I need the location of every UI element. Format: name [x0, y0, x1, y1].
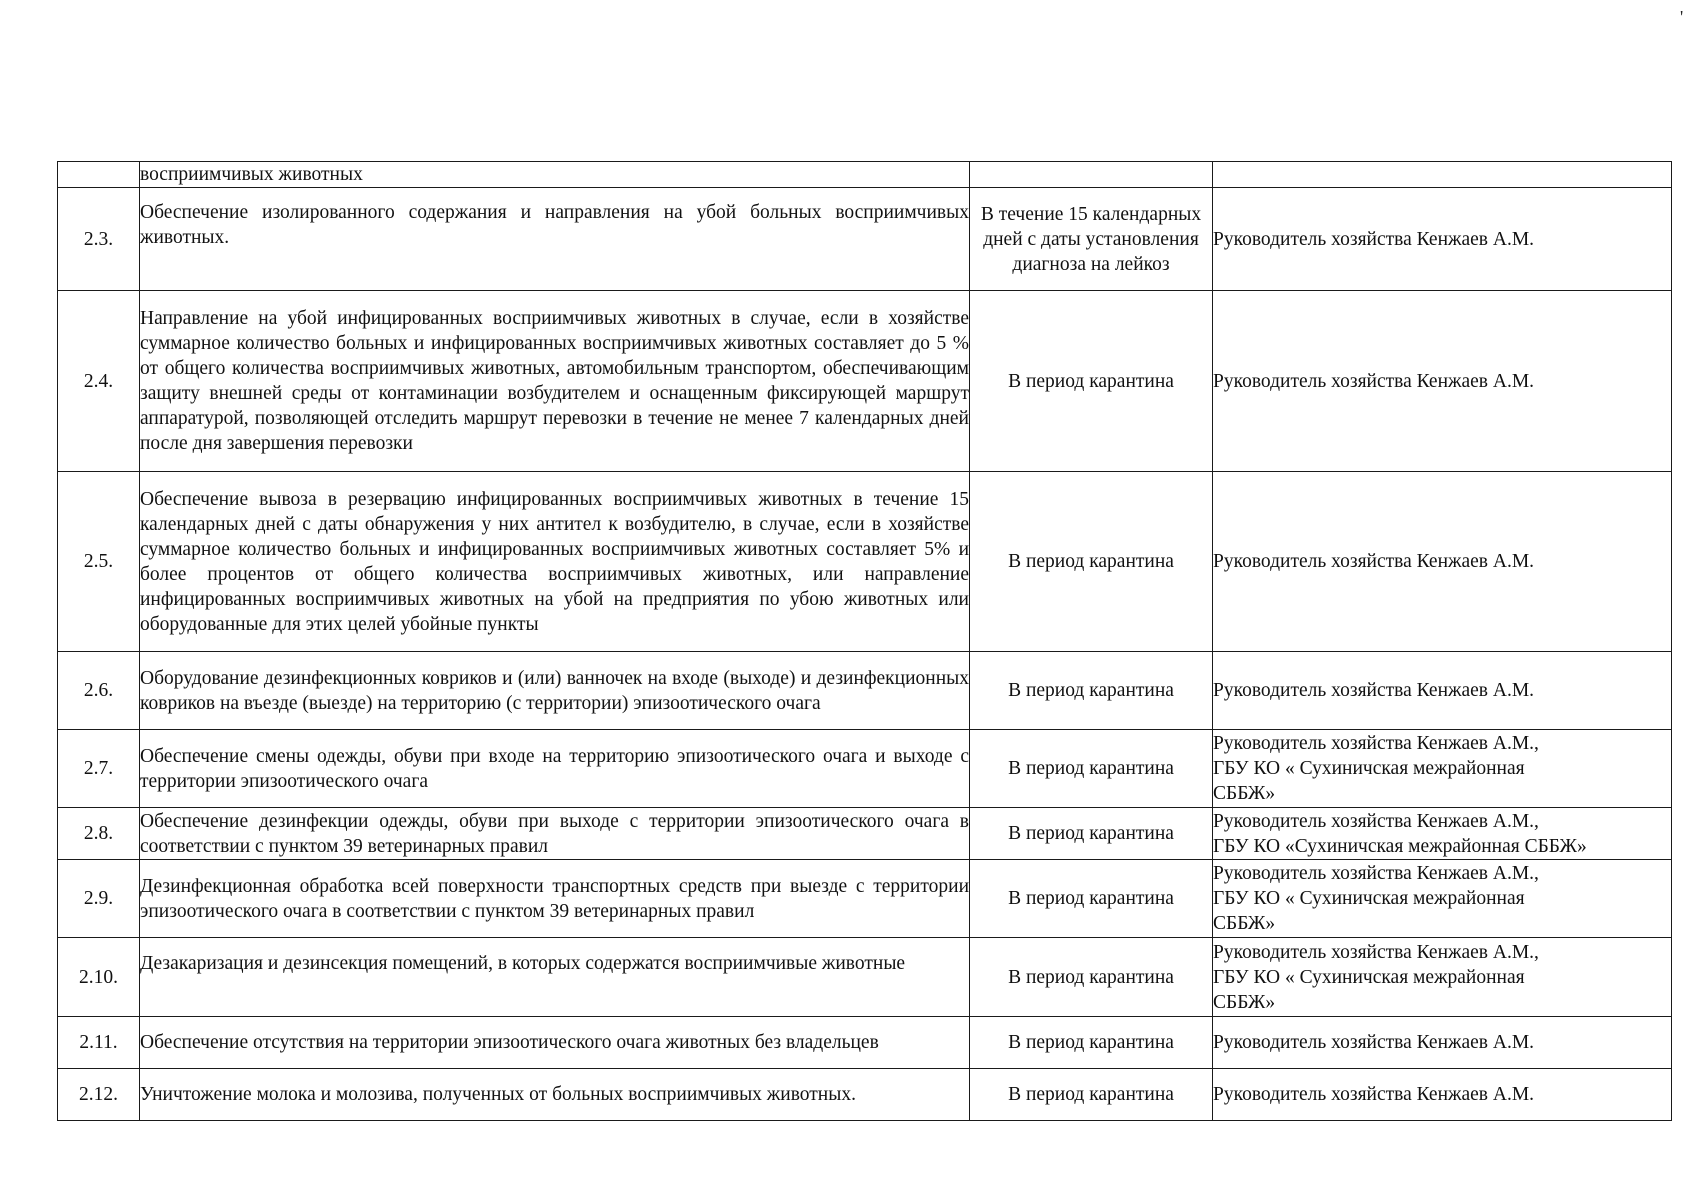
row-number: 2.7. — [58, 730, 140, 808]
row-term: В период карантина — [970, 808, 1213, 860]
responsible-line: ГБУ КО « Сухиничская межрайонная — [1213, 888, 1525, 909]
table-row — [58, 188, 1672, 291]
row-description: восприимчивых животных — [140, 162, 970, 188]
responsible-line: СББЖ» — [1213, 913, 1276, 934]
row-description: Обеспечение отсутствия на территории эпизоотического очага животных без владельцев — [140, 1017, 970, 1069]
row-description: Уничтожение молока и молозива, полученных от больных восприимчивых животных. — [140, 1069, 970, 1121]
row-responsible — [1213, 162, 1672, 188]
row-term: В период карантина — [970, 730, 1213, 808]
responsible-line: Руководитель хозяйства Кенжаев А.М., — [1213, 941, 1539, 963]
responsible-line: СББЖ» — [1213, 991, 1276, 1013]
responsible-line: ГБУ КО « Сухиничская межрайонная — [1213, 966, 1525, 988]
responsible-line: Руководитель хозяйства Кенжаев А.М. — [1213, 551, 1535, 572]
row-responsible — [1213, 730, 1672, 808]
table-row — [58, 808, 1672, 860]
row-term: В период карантина — [970, 472, 1213, 652]
table-row — [58, 938, 1672, 1017]
responsible-line: Руководитель хозяйства Кенжаев А.М., — [1213, 810, 1539, 832]
row-description: Дезакаризация и дезинсекция помещений, в которых содержатся восприимчивые животные — [140, 938, 970, 1017]
table-row — [58, 162, 1672, 188]
row-description: Оборудование дезинфекционных ковриков и (или) ванночек на входе (выходе) и дезинфекционных ковриков на въезде (выезде) на территорию (с территории) эпизоотического очага — [140, 652, 970, 730]
row-number: 2.12. — [58, 1069, 140, 1121]
table-row — [58, 291, 1672, 472]
responsible-line: Руководитель хозяйства Кенжаев А.М., — [1213, 863, 1539, 884]
table-row — [58, 652, 1672, 730]
row-description: Направление на убой инфицированных восприимчивых животных в случае, если в хозяйстве суммарное количество больных и инфицированных восприимчивых животных составляет до 5 % от общего количества восприимчивых животных, автомобильным транспортом, обеспечивающим защиту внешней среды от контаминации возбудителем и оснащенным фиксирующей маршрут аппаратурой, позволяющей отследить маршрут перевозки в течение не менее 7 календарных дней после дня завершения перевозки — [140, 291, 970, 472]
table-row — [58, 1017, 1672, 1069]
responsible-line: Руководитель хозяйства Кенжаев А.М. — [1213, 370, 1535, 392]
row-number: 2.8. — [58, 808, 140, 860]
row-number: 2.11. — [58, 1017, 140, 1069]
row-term: В период карантина — [970, 860, 1213, 938]
row-description: Дезинфекционная обработка всей поверхности транспортных средств при выезде с территории эпизоотического очага в соответствии с пунктом 39 ветеринарных правил — [140, 860, 970, 938]
row-responsible — [1213, 652, 1672, 730]
row-description: Обеспечение смены одежды, обуви при входе на территорию эпизоотического очага и выходе с территории эпизоотического очага — [140, 730, 970, 808]
responsible-line: Руководитель хозяйства Кенжаев А.М., — [1213, 733, 1539, 754]
table-row — [58, 730, 1672, 808]
responsible-line: ГБУ КО «Сухиничская межрайонная СББЖ» — [1213, 835, 1587, 857]
row-description: Обеспечение вывоза в резервацию инфицированных восприимчивых животных в течение 15 календарных дней с даты обнаружения у них антител к возбудителю, в случае, если в хозяйстве суммарное количество больных и инфицированных восприимчивых животных составляет 5% и более процентов от общего количества восприимчивых животных, или направление инфицированных восприимчивых животных на убой на предприятия по убою животных или оборудованные для этих целей убойные пункты — [140, 472, 970, 652]
table-row — [58, 860, 1672, 938]
responsible-line: СББЖ» — [1213, 783, 1276, 804]
row-responsible — [1213, 938, 1672, 1017]
responsible-line: Руководитель хозяйства Кенжаев А.М. — [1213, 1084, 1535, 1105]
row-description: Обеспечение изолированного содержания и направления на убой больных восприимчивых животных. — [140, 188, 970, 291]
row-description: Обеспечение дезинфекции одежды, обуви при выходе с территории эпизоотического очага в соответствии с пунктом 39 ветеринарных правил — [140, 808, 970, 860]
table-row — [58, 472, 1672, 652]
row-number: 2.10. — [58, 938, 140, 1017]
row-term: В период карантина — [970, 1017, 1213, 1069]
responsible-line: ГБУ КО « Сухиничская межрайонная — [1213, 758, 1525, 779]
row-responsible — [1213, 808, 1672, 860]
row-number: 2.4. — [58, 291, 140, 472]
row-responsible — [1213, 188, 1672, 291]
row-number: 2.9. — [58, 860, 140, 938]
row-term: В период карантина — [970, 291, 1213, 472]
page-corner-mark: ' — [1680, 7, 1684, 27]
row-term: В течение 15 календарных дней с даты установления диагноза на лейкоз — [970, 188, 1213, 291]
responsible-line: Руководитель хозяйства Кенжаев А.М. — [1213, 228, 1535, 250]
row-term: В период карантина — [970, 1069, 1213, 1121]
row-term: В период карантина — [970, 652, 1213, 730]
table-row — [58, 1069, 1672, 1121]
row-number — [58, 162, 140, 188]
row-responsible — [1213, 1017, 1672, 1069]
row-number: 2.6. — [58, 652, 140, 730]
row-responsible — [1213, 291, 1672, 472]
row-responsible — [1213, 472, 1672, 652]
measures-table — [57, 161, 1672, 1121]
row-responsible — [1213, 860, 1672, 938]
responsible-line: Руководитель хозяйства Кенжаев А.М. — [1213, 1032, 1535, 1053]
row-term: В период карантина — [970, 938, 1213, 1017]
row-term — [970, 162, 1213, 188]
row-number: 2.5. — [58, 472, 140, 652]
row-responsible — [1213, 1069, 1672, 1121]
responsible-line: Руководитель хозяйства Кенжаев А.М. — [1213, 680, 1535, 701]
row-number: 2.3. — [58, 188, 140, 291]
